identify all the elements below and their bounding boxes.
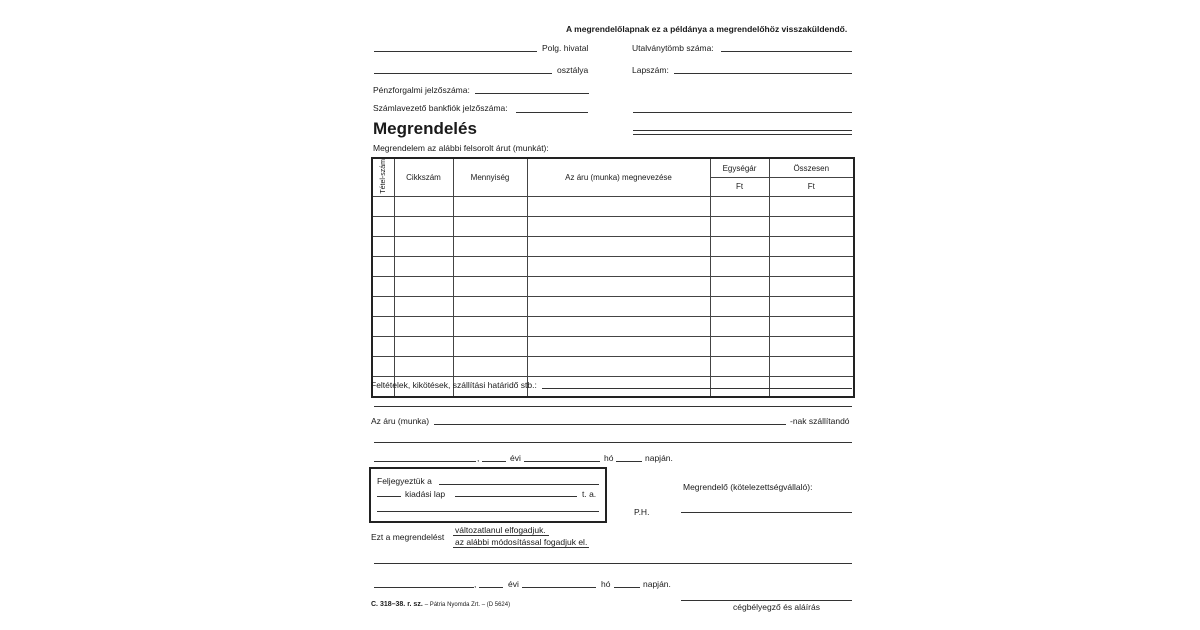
- table-cell[interactable]: [769, 376, 854, 397]
- table-cell[interactable]: [453, 336, 527, 356]
- table-cell[interactable]: [710, 276, 769, 296]
- conditions-label: Feltételek, kikötések, szállítási határidő stb.:: [371, 380, 537, 390]
- table-cell[interactable]: [394, 196, 453, 216]
- bank-code-field[interactable]: [516, 112, 588, 113]
- table-cell[interactable]: [453, 356, 527, 376]
- right-blank-line-2[interactable]: [633, 130, 852, 131]
- col-header-quantity: Mennyiség: [453, 158, 527, 196]
- recorded-label: Feljegyeztük a: [377, 476, 432, 486]
- issue-sheet-number-field[interactable]: [377, 496, 401, 497]
- col-header-description: Az áru (munka) megnevezése: [527, 158, 710, 196]
- col-header-article-no: Cikkszám: [394, 158, 453, 196]
- table-cell[interactable]: [527, 236, 710, 256]
- table-cell[interactable]: [394, 236, 453, 256]
- col-header-unit-price: Egységár: [710, 158, 769, 178]
- office-label: Polg. hivatal: [542, 43, 589, 53]
- table-cell[interactable]: [710, 236, 769, 256]
- unchanged-option[interactable]: változatlanul elfogadjuk.: [455, 525, 546, 535]
- form-intro: Megrendelem az alábbi felsorolt árut (munkát):: [373, 143, 549, 153]
- issue-sheet-label: kiadási lap: [405, 489, 446, 499]
- table-row: [372, 276, 854, 296]
- col-header-item-no: Tétel-szám: [372, 158, 394, 196]
- table-cell[interactable]: [394, 316, 453, 336]
- table-cell[interactable]: [710, 196, 769, 216]
- table-cell[interactable]: [453, 296, 527, 316]
- table-cell[interactable]: [527, 196, 710, 216]
- table-cell[interactable]: [769, 216, 854, 236]
- bank-code-label: Számlavezető bankfiók jelzőszáma:: [373, 103, 508, 113]
- stamp-signature-label: cégbélyegző és aláírás: [733, 602, 820, 612]
- table-cell[interactable]: [769, 196, 854, 216]
- table-cell[interactable]: [769, 256, 854, 276]
- orderer-label: Megrendelő (kötelezettségvállaló):: [683, 482, 813, 492]
- table-cell[interactable]: [453, 256, 527, 276]
- table-cell[interactable]: [710, 376, 769, 397]
- payment-code-label: Pénzforgalmi jelzőszáma:: [373, 85, 470, 95]
- table-cell[interactable]: [527, 256, 710, 276]
- items-table: [371, 157, 855, 398]
- conditions-field[interactable]: [542, 388, 852, 389]
- table-cell[interactable]: [527, 216, 710, 236]
- table-cell[interactable]: [769, 276, 854, 296]
- day-label: napján.: [645, 453, 673, 463]
- date-month-field[interactable]: [524, 461, 600, 462]
- col-header-total-currency: Ft: [769, 178, 854, 196]
- table-cell[interactable]: [453, 276, 527, 296]
- modification-field[interactable]: [374, 563, 852, 564]
- modified-underline: [453, 547, 589, 548]
- month-label: hó: [604, 453, 614, 463]
- page-number-label: Lapszám:: [632, 65, 669, 75]
- table-cell[interactable]: [372, 336, 394, 356]
- voucher-book-field[interactable]: [721, 51, 852, 52]
- table-cell[interactable]: [372, 216, 394, 236]
- table-cell[interactable]: [527, 296, 710, 316]
- accept-month-label: hó: [601, 579, 611, 589]
- table-cell[interactable]: [710, 296, 769, 316]
- table-cell[interactable]: [394, 276, 453, 296]
- accept-date-day-field[interactable]: [614, 587, 640, 588]
- publisher: – Pátria Nyomda Zrt. – (D 5624): [424, 602, 511, 608]
- department-field[interactable]: [374, 73, 552, 74]
- return-note: A megrendelőlapnak ez a példánya a megrendelőhöz visszaküldendő.: [566, 24, 848, 34]
- conditions-field-2[interactable]: [374, 406, 852, 407]
- table-row: [372, 216, 854, 236]
- goods-field[interactable]: [434, 424, 786, 425]
- table-row: [372, 336, 854, 356]
- right-blank-line-1[interactable]: [633, 112, 852, 113]
- unchanged-underline: [453, 535, 549, 536]
- table-cell[interactable]: [372, 296, 394, 316]
- table-cell[interactable]: [394, 336, 453, 356]
- goods-label: Az áru (munka): [371, 416, 430, 426]
- table-cell[interactable]: [710, 356, 769, 376]
- table-cell[interactable]: [769, 336, 854, 356]
- accept-date-place-field[interactable]: [374, 587, 474, 588]
- footer-line: [371, 601, 510, 608]
- recorded-field[interactable]: [439, 484, 599, 485]
- table-cell[interactable]: [527, 316, 710, 336]
- table-cell[interactable]: [394, 216, 453, 236]
- table-cell[interactable]: [527, 276, 710, 296]
- comma: ,: [477, 453, 480, 463]
- page-number-field[interactable]: [674, 73, 852, 74]
- form-code: C. 318–38. r. sz.: [371, 601, 423, 608]
- table-cell[interactable]: [527, 336, 710, 356]
- table-cell[interactable]: [372, 356, 394, 376]
- date-year-field[interactable]: [482, 461, 506, 462]
- comma-2: ,: [474, 579, 477, 589]
- orderer-signature-field[interactable]: [681, 512, 852, 513]
- table-cell[interactable]: [769, 356, 854, 376]
- table-row: [372, 296, 854, 316]
- table-cell[interactable]: [710, 256, 769, 276]
- ph-label: P.H.: [634, 507, 650, 517]
- table-cell[interactable]: [710, 316, 769, 336]
- table-cell[interactable]: [372, 276, 394, 296]
- table-row: [372, 236, 854, 256]
- accept-date-year-field[interactable]: [479, 587, 503, 588]
- table-row: [372, 316, 854, 336]
- table-cell[interactable]: [372, 236, 394, 256]
- col-header-unit-price-currency: Ft: [710, 178, 769, 196]
- payment-code-field[interactable]: [475, 93, 589, 94]
- year-label: évi: [510, 453, 521, 463]
- record-box-line-3[interactable]: [377, 511, 599, 512]
- right-blank-line-3: [633, 134, 852, 135]
- table-cell[interactable]: [394, 256, 453, 276]
- table-row: [372, 356, 854, 376]
- accept-day-label: napján.: [643, 579, 671, 589]
- table-cell[interactable]: [710, 336, 769, 356]
- form-title: Megrendelés: [373, 119, 477, 138]
- date-day-field[interactable]: [616, 461, 642, 462]
- office-field[interactable]: [374, 51, 537, 52]
- table-cell[interactable]: [527, 356, 710, 376]
- table-cell[interactable]: [372, 256, 394, 276]
- table-row: [372, 256, 854, 276]
- table-cell[interactable]: [453, 196, 527, 216]
- accept-date-month-field[interactable]: [522, 587, 596, 588]
- ledger-field[interactable]: [455, 496, 577, 497]
- modified-option[interactable]: az alábbi módosítással fogadjuk el.: [455, 537, 588, 547]
- accept-year-label: évi: [508, 579, 519, 589]
- table-cell[interactable]: [710, 216, 769, 236]
- goods-field-2[interactable]: [374, 442, 852, 443]
- table-cell[interactable]: [769, 296, 854, 316]
- table-cell[interactable]: [453, 236, 527, 256]
- table-cell[interactable]: [769, 316, 854, 336]
- table-cell[interactable]: [372, 196, 394, 216]
- department-label: osztálya: [557, 65, 589, 75]
- table-cell[interactable]: [372, 316, 394, 336]
- table-cell[interactable]: [453, 216, 527, 236]
- ledger-label: t. a.: [582, 489, 597, 499]
- voucher-book-label: Utalványtömb száma:: [632, 43, 714, 53]
- table-cell[interactable]: [527, 376, 710, 397]
- delivery-suffix: -nak szállítandó: [790, 416, 850, 426]
- table-cell[interactable]: [453, 316, 527, 336]
- table-cell[interactable]: [394, 356, 453, 376]
- order-label: Ezt a megrendelést: [371, 532, 445, 542]
- table-row: [372, 196, 854, 216]
- col-header-total: Összesen: [769, 158, 854, 178]
- date-place-field[interactable]: [374, 461, 476, 462]
- table-cell[interactable]: [769, 236, 854, 256]
- stamp-signature-field[interactable]: [681, 600, 852, 601]
- table-cell[interactable]: [394, 296, 453, 316]
